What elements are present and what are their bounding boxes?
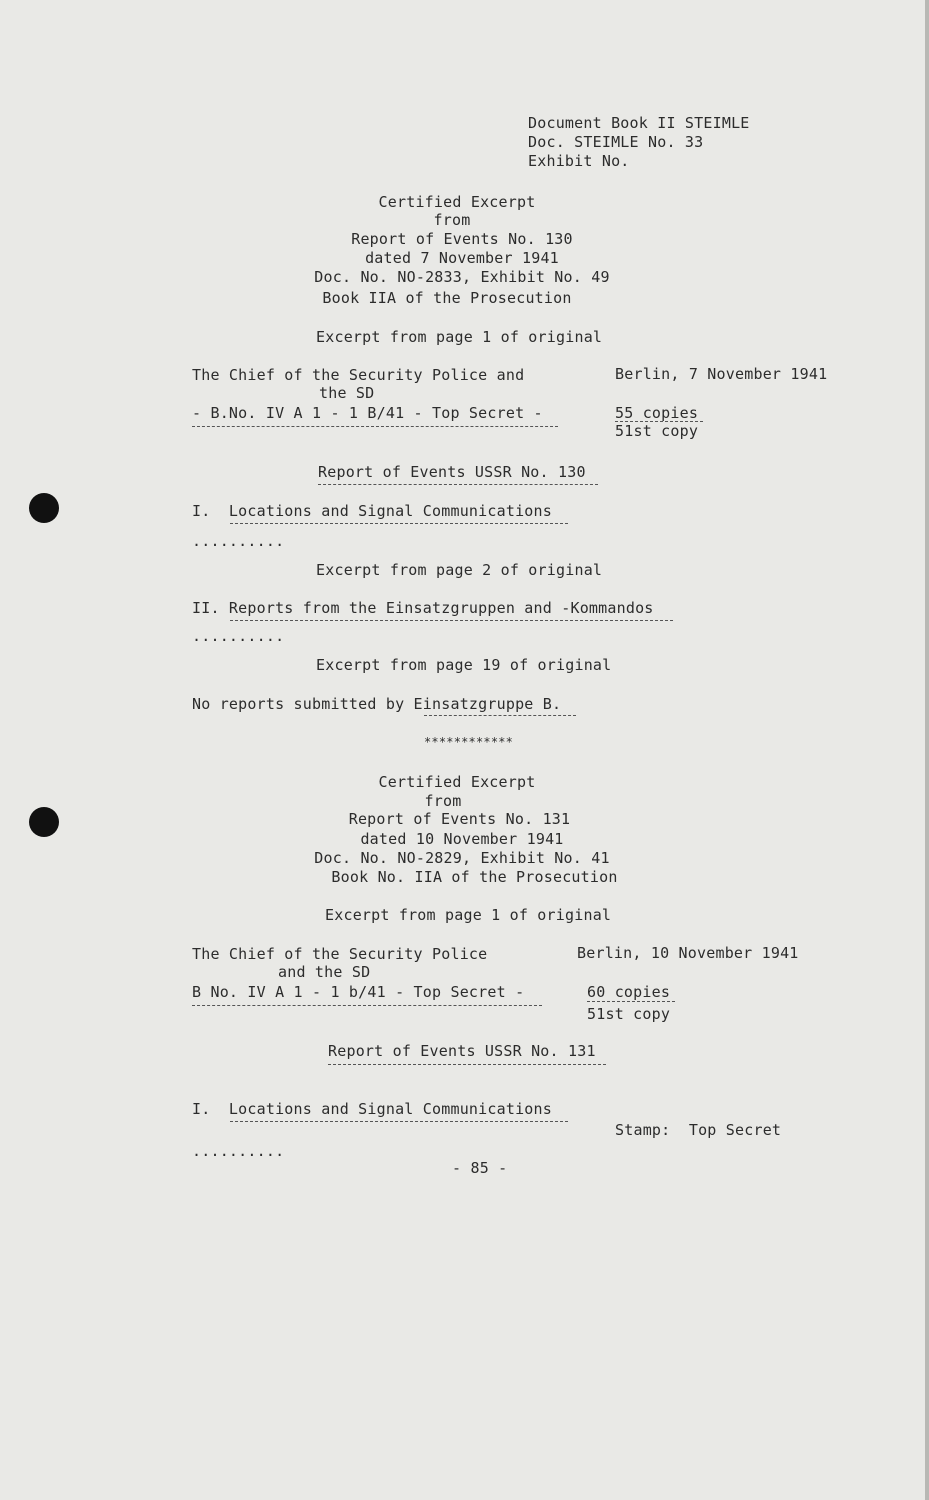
excerpt1-from: from [433, 211, 471, 229]
excerpt1-chief-line1: The Chief of the Security Police and [192, 366, 525, 384]
excerpt2-book: Book No. IIA of the Prosecution [331, 868, 618, 886]
excerpt1-reference-rule [192, 426, 558, 427]
excerpt1-copy-number: 51st copy [615, 422, 699, 440]
excerpt2-reference-rule [192, 1005, 542, 1006]
excerpt2-report-title-rule [328, 1064, 606, 1065]
excerpt2-report-title: Report of Events USSR No. 131 [328, 1042, 596, 1060]
excerpt2-copy-number: 51st copy [587, 1005, 671, 1023]
excerpt1-report-title-rule [318, 484, 598, 485]
excerpt1-einsatzgruppe-rule [424, 715, 576, 716]
excerpt1-copies: 55 copies [615, 404, 699, 422]
excerpt1-section-2: II. Reports from the Einsatzgruppen and -Kommandos [192, 599, 654, 617]
stamp-note: Stamp: Top Secret [615, 1121, 782, 1139]
excerpt1-no-reports: No reports submitted by Einsatzgruppe B. [192, 695, 562, 713]
excerpt2-from: from [424, 792, 462, 810]
excerpt1-section-1: I. Locations and Signal Communications [192, 502, 552, 520]
page-number: - 85 - [452, 1159, 508, 1177]
excerpt1-reference: - B.No. IV A 1 - 1 B/41 - Top Secret - [192, 404, 543, 422]
excerpt1-book: Book IIA of the Prosecution [322, 289, 572, 307]
excerpt1-dated: dated 7 November 1941 [365, 249, 559, 267]
excerpt2-copies: 60 copies [587, 983, 671, 1001]
excerpt2-doc: Doc. No. NO-2829, Exhibit No. 41 [314, 849, 610, 867]
excerpt2-reference: B No. IV A 1 - 1 b/41 - Top Secret - [192, 983, 525, 1001]
exhibit-line: Exhibit No. [528, 152, 630, 170]
excerpt1-ellipsis-1: .......... [192, 532, 285, 550]
excerpt1-section-1-rule [230, 523, 568, 524]
section-divider-stars: ************ [424, 735, 514, 749]
excerpt2-chief-line2: and the SD [278, 963, 371, 981]
page-edge [925, 0, 929, 1500]
excerpt2-title: Certified Excerpt [378, 773, 536, 791]
excerpt2-report: Report of Events No. 131 [348, 810, 571, 828]
excerpt1-page-note-3: Excerpt from page 19 of original [316, 656, 612, 674]
excerpt1-report-title: Report of Events USSR No. 130 [318, 463, 586, 481]
excerpt1-section-2-rule [230, 620, 673, 621]
excerpt2-page-note: Excerpt from page 1 of original [325, 906, 612, 924]
excerpt2-section-1: I. Locations and Signal Communications [192, 1100, 552, 1118]
excerpt2-dated: dated 10 November 1941 [360, 830, 564, 848]
punch-hole-top [29, 493, 59, 523]
doc-number-line: Doc. STEIMLE No. 33 [528, 133, 704, 151]
excerpt1-chief-line2: the SD [319, 384, 375, 402]
excerpt2-ellipsis-1: .......... [192, 1142, 285, 1160]
excerpt2-place-date: Berlin, 10 November 1941 [577, 944, 799, 962]
excerpt1-page-note-2: Excerpt from page 2 of original [316, 561, 603, 579]
excerpt1-ellipsis-2: .......... [192, 627, 285, 645]
excerpt2-copies-rule [587, 1001, 675, 1002]
excerpt2-chief-line1: The Chief of the Security Police [192, 945, 488, 963]
excerpt1-place-date: Berlin, 7 November 1941 [615, 365, 828, 383]
excerpt1-report: Report of Events No. 130 [351, 230, 573, 248]
excerpt1-title: Certified Excerpt [378, 193, 536, 211]
doc-book-line: Document Book II STEIMLE [528, 114, 750, 132]
excerpt2-section-1-rule [230, 1121, 568, 1122]
excerpt1-doc: Doc. No. NO-2833, Exhibit No. 49 [314, 268, 610, 286]
punch-hole-bottom [29, 807, 59, 837]
excerpt1-page-note: Excerpt from page 1 of original [316, 328, 603, 346]
